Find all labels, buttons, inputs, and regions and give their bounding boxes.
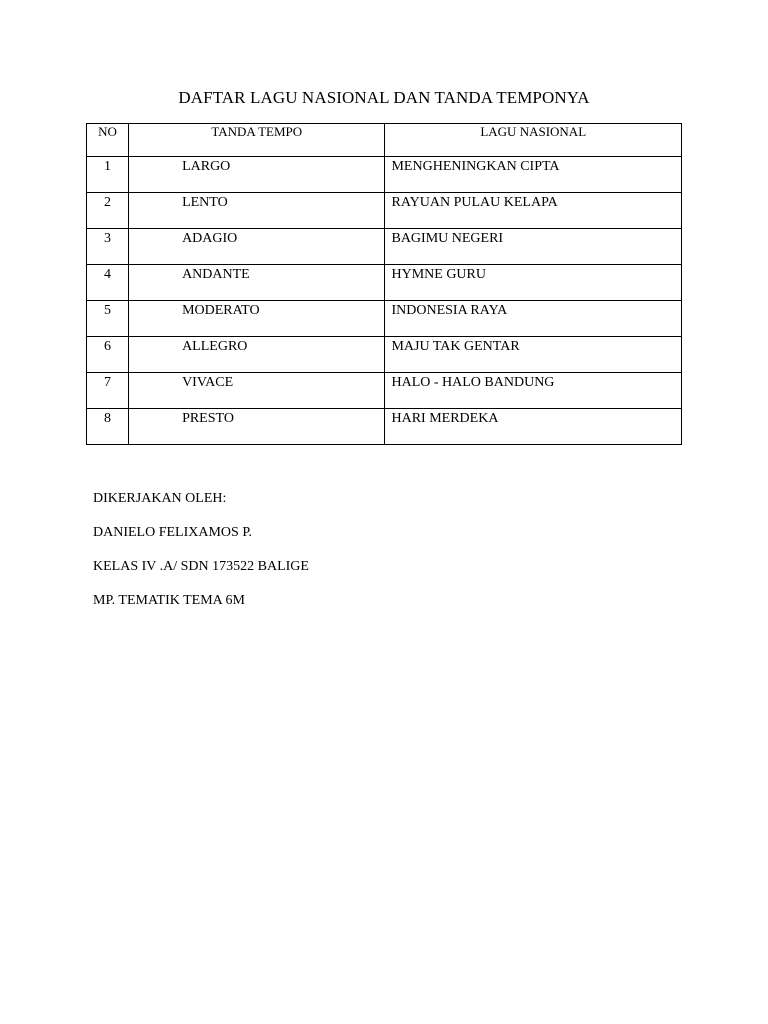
tempo-name: PRESTO	[129, 409, 385, 445]
table-row	[87, 193, 682, 229]
row-number: 7	[87, 373, 129, 409]
tempo-song-table	[86, 123, 682, 445]
row-number: 4	[87, 265, 129, 301]
row-number: 3	[87, 229, 129, 265]
row-number: 6	[87, 337, 129, 373]
song-title: INDONESIA RAYA	[385, 301, 682, 337]
tempo-name: LENTO	[129, 193, 385, 229]
table-row	[87, 157, 682, 193]
header-lagu-nasional: LAGU NASIONAL	[385, 124, 682, 157]
table-row	[87, 301, 682, 337]
row-number: 5	[87, 301, 129, 337]
tempo-name: MODERATO	[129, 301, 385, 337]
row-number: 8	[87, 409, 129, 445]
tempo-name: ADAGIO	[129, 229, 385, 265]
tempo-name: LARGO	[129, 157, 385, 193]
table-row	[87, 265, 682, 301]
song-title: MENGHENINGKAN CIPTA	[385, 157, 682, 193]
song-title: BAGIMU NEGERI	[385, 229, 682, 265]
author-name: DANIELO FELIXAMOS P.	[93, 525, 253, 540]
table-row	[87, 409, 682, 445]
table-header-row	[87, 124, 682, 157]
header-tanda-tempo: TANDA TEMPO	[129, 124, 385, 157]
table-row	[87, 373, 682, 409]
author-label: DIKERJAKAN OLEH:	[93, 491, 227, 506]
author-subject: MP. TEMATIK TEMA 6M	[93, 593, 245, 608]
table-row	[87, 337, 682, 373]
tempo-name: ANDANTE	[129, 265, 385, 301]
tempo-name: ALLEGRO	[129, 337, 385, 373]
song-title: MAJU TAK GENTAR	[385, 337, 682, 373]
row-number: 2	[87, 193, 129, 229]
song-title: HYMNE GURU	[385, 265, 682, 301]
author-class-school: KELAS IV .A/ SDN 173522 BALIGE	[93, 559, 309, 574]
song-title: HARI MERDEKA	[385, 409, 682, 445]
song-title: RAYUAN PULAU KELAPA	[385, 193, 682, 229]
tempo-name: VIVACE	[129, 373, 385, 409]
page-title: DAFTAR LAGU NASIONAL DAN TANDA TEMPONYA	[178, 88, 590, 107]
header-no: NO	[87, 124, 129, 157]
song-title: HALO - HALO BANDUNG	[385, 373, 682, 409]
table-row	[87, 229, 682, 265]
author-info	[93, 490, 309, 626]
row-number: 1	[87, 157, 129, 193]
